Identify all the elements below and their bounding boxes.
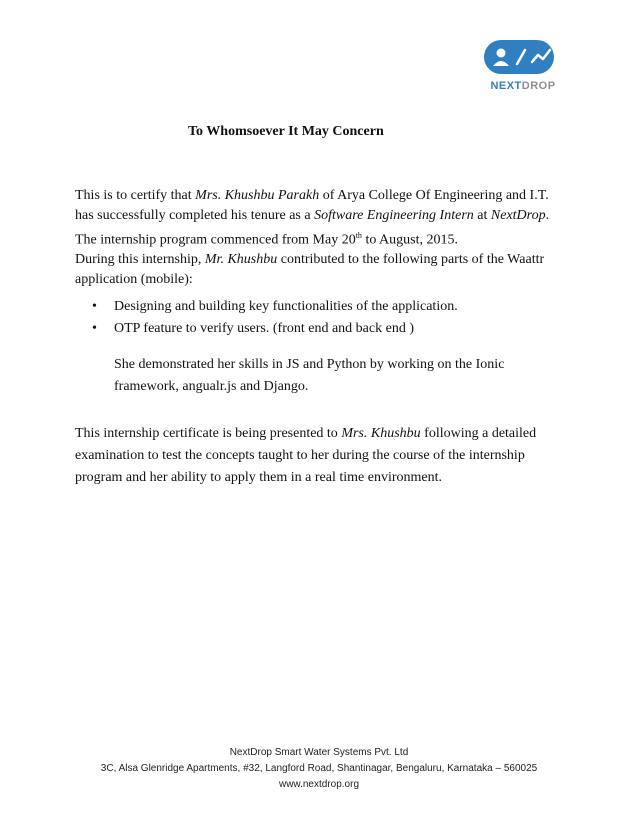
bullet-icon: • bbox=[92, 299, 97, 314]
skills-paragraph: She demonstrated her skills in JS and Python by working on the Ionic framework, angualr.js and Django. bbox=[114, 357, 505, 394]
list-item: • OTP feature to verify users. (front end and back end ) bbox=[92, 318, 458, 340]
bullet-icon: • bbox=[92, 321, 97, 336]
presentation-paragraph: This internship certificate is being presented to Mrs. Khushbu following a detailed examination to test the concepts taught to her during the course of the internship program and her ability to apply them in a real time environment. bbox=[75, 426, 537, 485]
intern-role: Software Engineering Intern bbox=[314, 208, 474, 223]
footer-website[interactable]: www.nextdrop.org bbox=[278, 779, 360, 790]
slash-icon bbox=[514, 48, 528, 66]
contribution-paragraph: During this internship, Mr. Khushbu contributed to the following parts of the Waattr application (mobile): bbox=[75, 252, 545, 287]
list-item: • Designing and building key functionalities of the application. bbox=[92, 296, 458, 318]
footer-company: NextDrop Smart Water Systems Pvt. Ltd bbox=[229, 747, 409, 758]
user-icon bbox=[490, 46, 512, 68]
footer-address: 3C, Alsa Glenridge Apartments, #32, Langford Road, Shantinagar, Bengaluru, Karnataka – 560025 bbox=[100, 763, 538, 774]
nextdrop-logo bbox=[478, 40, 568, 98]
logo-wordmark: NEXTDROP bbox=[490, 80, 556, 92]
letter-heading: To Whomsoever It May Concern bbox=[188, 124, 384, 139]
contribution-list bbox=[92, 296, 458, 340]
trend-line-icon bbox=[530, 47, 552, 67]
certification-paragraph: This is to certify that Mrs. Khushbu Parakh of Arya College Of Engineering and I.T. has successfully completed his tenure as a Software Engineering Intern at NextDrop. The internship program commenced from May 20th to August, 2015. bbox=[75, 188, 550, 248]
company-name: NextDrop bbox=[490, 208, 546, 223]
intern-name: Mrs. Khushbu Parakh bbox=[195, 188, 320, 203]
